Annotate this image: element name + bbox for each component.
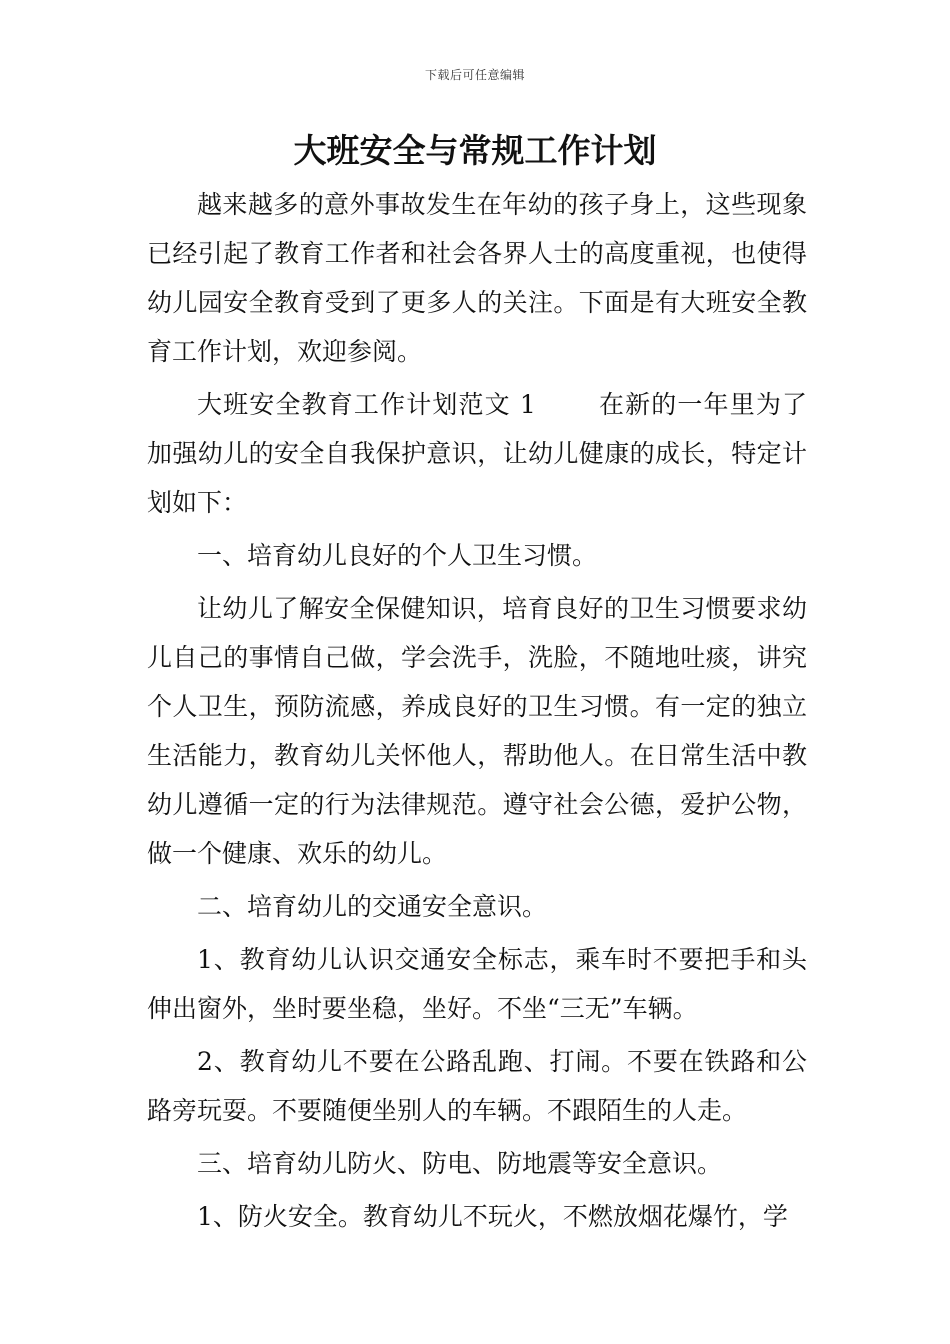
plan-intro-paragraph [147,380,807,527]
heading-fire-electric: 三、培育幼儿防火、防电、防地震等安全意识。 [197,1149,723,1178]
intro-paragraph: 越来越多的意外事故发生在年幼的孩子身上，这些现象已经引起了教育工作者和社会各界人士的高度重视，也使得幼儿园安全教育受到了更多人的关注。下面是有大班安全教育工作计划，欢迎参阅。 [147,190,807,366]
page-title: 大班安全与常规工作计划 [293,131,657,170]
document-body [147,176,807,1241]
fire-item-1: 1、防火安全。教育幼儿不玩火，不燃放烟花爆竹，学 [197,1202,788,1231]
traffic-item-1: 1、教育幼儿认识交通安全标志，乘车时不要把手和头伸出窗外，坐时要坐稳，坐好。不坐“三无”车辆。 [147,945,807,1023]
section-heading: 大班安全教育工作计划范文 1 [197,390,536,419]
hygiene-paragraph: 让幼儿了解安全保健知识，培育良好的卫生习惯要求幼儿自己的事情自己做，学会洗手，洗脸，不随地吐痰，讲究个人卫生，预防流感，养成良好的卫生习惯。有一定的独立生活能力，教育幼儿关怀他人，帮助他人。在日常生活中教幼儿遵循一定的行为法律规范。遵守社会公德，爱护公物，做一个健康、欢乐的幼儿。 [147,594,807,868]
heading-traffic: 二、培育幼儿的交通安全意识。 [197,892,548,921]
heading-hygiene: 一、培育幼儿良好的个人卫生习惯。 [197,541,598,570]
header-note: 下载后可任意编辑 [424,68,525,82]
traffic-item-2: 2、教育幼儿不要在公路乱跑、打闹。不要在铁路和公路旁玩耍。不要随便坐别人的车辆。不跟陌生的人走。 [147,1047,807,1125]
plan-intro-text: 在新的一年里为了加强幼儿的安全自我保护意识，让幼儿健康的成长，特定计划如下： [147,390,807,517]
